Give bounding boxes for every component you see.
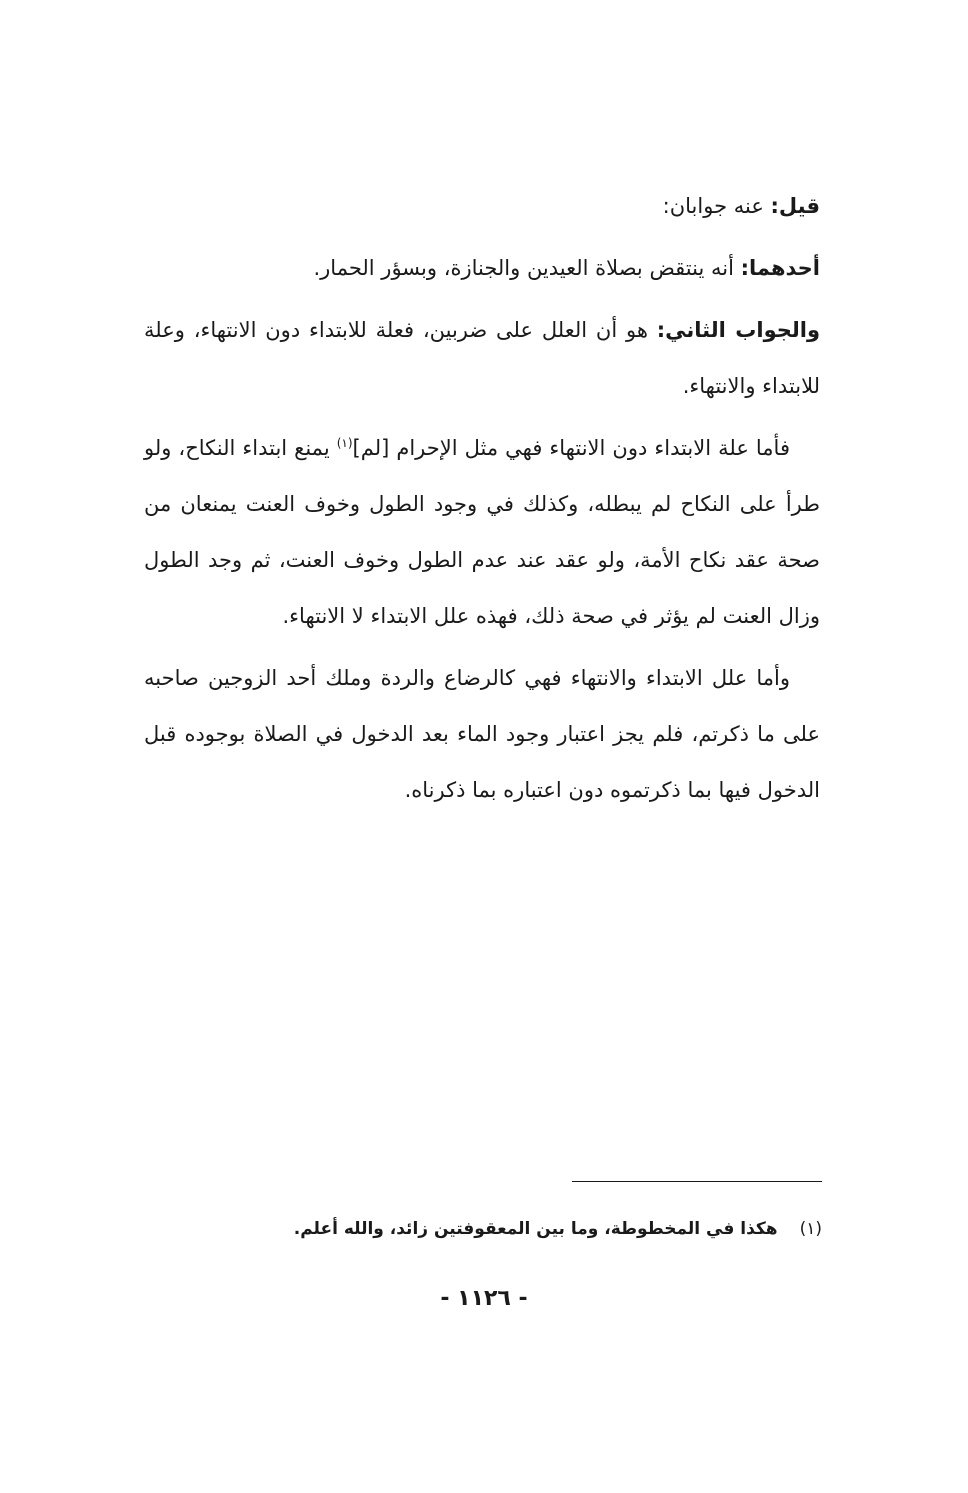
paragraph-first-answer xyxy=(144,240,820,296)
page-number: - ١١٢٦ - xyxy=(440,1286,528,1311)
paragraph-initial-causes xyxy=(144,420,820,644)
footnote-reference[interactable]: (١) xyxy=(336,436,353,450)
paragraph-both-causes xyxy=(144,650,820,818)
paragraph-text: فأما علة الابتداء دون الانتهاء فهي مثل الإحرام [لم] xyxy=(352,436,790,460)
lead-term: أحدهما: xyxy=(740,256,820,280)
footnote xyxy=(146,1214,822,1244)
lead-term: والجواب الثاني: xyxy=(656,318,821,342)
paragraph-answer-intro xyxy=(144,178,820,234)
footnote-text: هكذا في المخطوطة، وما بين المعقوفتين زائد، والله أعلم. xyxy=(293,1219,778,1239)
paragraph-text: يمنع ابتداء النكاح، ولو طرأ على النكاح لم يبطله، وكذلك في وجود الطول وخوف العنت يمنعان من صحة عقد نكاح الأمة، ولو عقد عند عدم الطول وخوف العنت، ثم وجد الطول وزال العنت لم يؤثر في صحة ذلك، فهذه علل الابتداء لا الانتهاء. xyxy=(144,436,820,628)
footnote-divider xyxy=(572,1181,822,1182)
paragraph-text: هو أن العلل على ضربين، فعلة للابتداء دون الانتهاء، وعلة للابتداء والانتهاء. xyxy=(144,318,820,398)
paragraph-text: وأما علل الابتداء والانتهاء فهي كالرضاع والردة وملك أحد الزوجين صاحبه على ما ذكرتم، فلم يجز اعتبار وجود الماء بعد الدخول في الصلاة بوجوده قبل الدخول فيها بما ذكرتموه دون اعتباره بما ذكرناه. xyxy=(144,666,820,802)
main-text xyxy=(144,178,820,824)
paragraph-text: عنه جوابان: xyxy=(662,194,771,218)
paragraph-second-answer xyxy=(144,302,820,414)
paragraph-text: أنه ينتقض بصلاة العيدين والجنازة، وبسؤر الحمار. xyxy=(313,256,741,280)
lead-term: قيل: xyxy=(770,194,820,218)
footnote-number: (١) xyxy=(799,1219,822,1239)
